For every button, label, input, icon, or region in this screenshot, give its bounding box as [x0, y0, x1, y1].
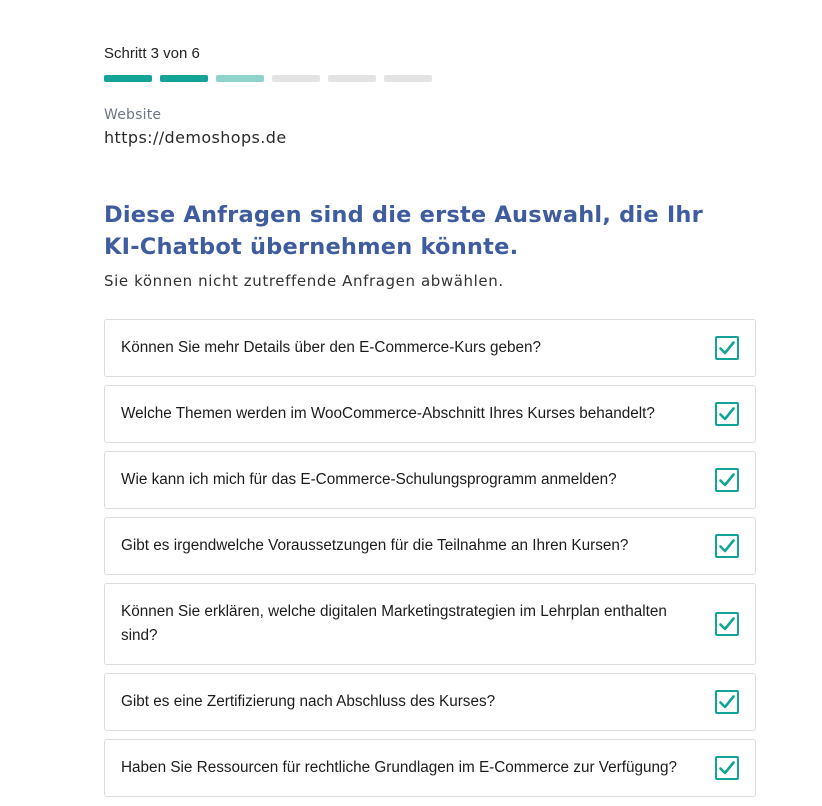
query-text: Welche Themen werden im WooCommerce-Abschnitt Ihres Kurses behandelt?	[121, 405, 655, 422]
query-item[interactable]	[104, 673, 756, 731]
step-progress-bar	[104, 75, 432, 82]
checkmark-icon	[719, 407, 735, 421]
query-text: Gibt es irgendwelche Voraussetzungen für die Teilnahme an Ihren Kursen?	[121, 537, 629, 554]
query-checkbox[interactable]	[715, 756, 739, 780]
website-value: https://demoshops.de	[104, 128, 287, 147]
query-checkbox[interactable]	[715, 534, 739, 558]
query-text: Wie kann ich mich für das E-Commerce-Schulungsprogramm anmelden?	[121, 471, 617, 488]
query-list	[104, 319, 756, 797]
progress-segment	[160, 75, 208, 82]
section-subheading: Sie können nicht zutreffende Anfragen abwählen.	[104, 272, 504, 290]
query-checkbox[interactable]	[715, 468, 739, 492]
checkmark-icon	[719, 695, 735, 709]
query-text: Gibt es eine Zertifizierung nach Abschluss des Kurses?	[121, 693, 496, 710]
progress-segment	[272, 75, 320, 82]
query-item[interactable]	[104, 517, 756, 575]
checkmark-icon	[719, 617, 735, 631]
checkmark-icon	[719, 539, 735, 553]
progress-segment	[216, 75, 264, 82]
website-label: Website	[104, 107, 162, 123]
checkmark-icon	[719, 341, 735, 355]
progress-segment	[104, 75, 152, 82]
query-text: Haben Sie Ressourcen für rechtliche Grundlagen im E-Commerce zur Verfügung?	[121, 759, 678, 776]
checkmark-icon	[719, 761, 735, 775]
section-heading: Diese Anfragen sind die erste Auswahl, die Ihr KI-Chatbot übernehmen könnte.	[104, 202, 703, 260]
query-text: Können Sie mehr Details über den E-Commerce-Kurs geben?	[121, 339, 542, 356]
query-checkbox[interactable]	[715, 690, 739, 714]
progress-segment	[384, 75, 432, 82]
checkmark-icon	[719, 473, 735, 487]
query-item[interactable]	[104, 739, 756, 797]
query-item[interactable]	[104, 451, 756, 509]
progress-segment	[328, 75, 376, 82]
query-item[interactable]	[104, 583, 756, 665]
query-item[interactable]	[104, 319, 756, 377]
query-item[interactable]	[104, 385, 756, 443]
query-checkbox[interactable]	[715, 402, 739, 426]
step-indicator-label: Schritt 3 von 6	[104, 45, 200, 62]
query-text: Können Sie erklären, welche digitalen Marketingstrategien im Lehrplan enthalten sind?	[121, 603, 667, 644]
query-checkbox[interactable]	[715, 612, 739, 636]
query-checkbox[interactable]	[715, 336, 739, 360]
